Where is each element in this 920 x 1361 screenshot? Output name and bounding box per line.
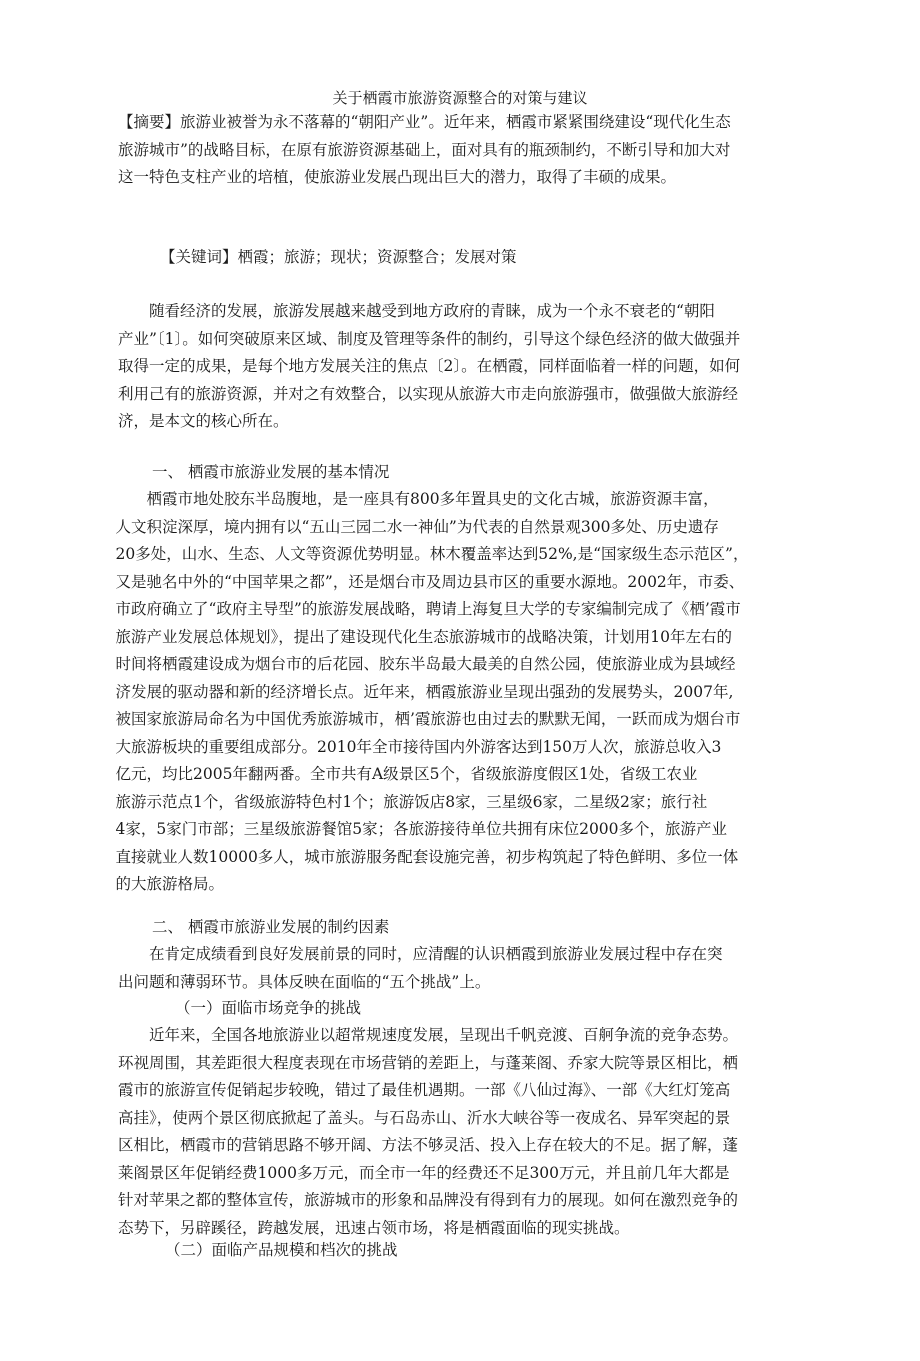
section-1-line: 大旅游板块的重要组成部分。2010年全市接待国内外游客达到150万人次，旅游总收入3 — [100, 737, 722, 756]
section-1-line: 旅游示范点1个，省级旅游特色村1个；旅游饭店8家，三星级6家，二星级2家；旅行社 — [100, 792, 708, 811]
subsection-1-line: 态势下，另辟蹊径，跨越发展，迅速占领市场，将是栖霞面临的现实挑战。 — [118, 1218, 630, 1237]
abstract-line: 旅游城市”的战略目标，在原有旅游资源基础上，面对具有的瓶颈制约，不断引导和加大对 — [118, 140, 731, 159]
section-1-line: 旅游产业发展总体规划》，提出了建设现代化生态旅游城市的战略决策，计划用10年左右的 — [100, 627, 732, 646]
subsection-1-line: 环视周围，其差距很大程度表现在市场营销的差距上，与蓬莱阁、乔家大院等景区相比，栖 — [118, 1053, 739, 1072]
section-heading-text: 二、 栖霞市旅游业发展的制约因素 — [152, 918, 390, 936]
section-1-line: 的大旅游格局。 — [100, 875, 225, 893]
section-1-line: 济发展的驱动器和新的经济增长点。近年来，栖霞旅游业呈现出强劲的发展势头，2007年, — [100, 682, 734, 701]
section-1-line: 市政府确立了“政府主导型”的旅游发展战略，聘请上海复旦大学的专家编制完成了《栖’霞市 — [100, 600, 741, 618]
section-1-line: 栖霞市地处胶东半岛腹地，是一座具有800多年置具史的文化古城，旅游资源丰富， — [100, 490, 719, 508]
subsection-1-line: 近年来，全国各地旅游业以超常规速度发展，呈现出千帆竞渡、百舸争流的竞争态势。 — [118, 1026, 739, 1044]
section-1-line: 又是驰名中外的“中国苹果之都”，还是烟台市及周边县市区的重要水源地。2002年，市委、 — [100, 572, 745, 591]
abstract-line: 【摘要】旅游业被誉为永不落幕的“朝阳产业”。近年来，栖霞市紧紧围绕建设“现代化生态 — [118, 113, 731, 131]
section-1-line: 亿元，均比2005年翻两番。全市共有A级景区5个，省级旅游度假区1处，省级工农业 — [100, 765, 698, 783]
subsection-1-line: 针对苹果之都的整体宣传，旅游城市的形象和品牌没有得到有力的展现。如何在激烈竞争的 — [118, 1191, 739, 1209]
section-1-line: 直接就业人数10000多人，城市旅游服务配套设施完善，初步构筑起了特色鲜明、多位一体 — [100, 847, 739, 866]
abstract-paragraph — [118, 109, 788, 192]
section-1-paragraph — [100, 486, 770, 899]
intro-line: 取得一定的成果，是每个地方发展关注的焦点〔2〕。在栖霞，同样面临着一样的问题，如何 — [118, 357, 741, 375]
subsection-1-line: 莱阁景区年促销经费1000多万元，而全市一年的经费还不足300万元，并且前几年大都是 — [118, 1163, 730, 1182]
keywords-line — [160, 244, 780, 272]
section-2-paragraph — [118, 941, 778, 996]
section-2-heading — [152, 914, 652, 942]
section-1-line: 时间将栖霞建设成为烟台市的后花园、胶东半岛最大最美的自然公园，使旅游业成为县域经 — [100, 655, 736, 673]
subsection-heading-text: （一）面临市场竞争的挑战 — [175, 999, 362, 1017]
subsection-2-heading — [165, 1237, 665, 1265]
subsection-1-line: 霞市的旅游宣传促销起步较晚，错过了最佳机遇期。一部《八仙过海》、一部《大红灯笼高 — [118, 1081, 731, 1099]
intro-line: 产业”〔1〕。如何突破原来区域、制度及管理等条件的制约，引导这个绿色经济的做大做强并 — [118, 329, 741, 348]
keywords-text: 【关键词】栖霞；旅游；现状；资源整合；发展对策 — [160, 248, 517, 266]
section-2-line: 出问题和薄弱环节。具体反映在面临的“五个挑战”上。 — [118, 972, 491, 991]
section-heading-text: 一、 栖霞市旅游业发展的基本情况 — [152, 463, 390, 481]
section-2-line: 在肯定成绩看到良好发展前景的同时，应清醒的认识栖霞到旅游业发展过程中存在突 — [118, 945, 723, 963]
intro-line: 济，是本文的核心所在。 — [118, 412, 289, 430]
intro-line: 利用己有的旅游资源，并对之有效整合，以实现从旅游大市走向旅游强市，做强做大旅游经 — [118, 384, 739, 403]
document-title: 关于栖霞市旅游资源整合的对策与建议 — [332, 89, 588, 107]
section-1-line: 4家，5家门市部；三星级旅游餐馆5家；各旅游接待单位共拥有床位2000多个，旅游产业 — [100, 820, 728, 838]
subsection-heading-text: （二）面临产品规模和档次的挑战 — [165, 1241, 398, 1259]
subsection-1-paragraph — [118, 1022, 778, 1242]
abstract-line: 这一特色支柱产业的培植，使旅游业发展凸现出巨大的潜力，取得了丰硕的成果。 — [118, 168, 677, 186]
subsection-1-heading — [175, 995, 675, 1023]
intro-paragraph — [118, 298, 778, 436]
section-1-line: 20多处，山水、生态、人文等资源优势明显。林木覆盖率达到52%,是“国家级生态示范区”， — [100, 545, 749, 563]
intro-line: 随看经济的发展，旅游发展越来越受到地方政府的青睐，成为一个永不衰老的“朝阳 — [118, 302, 715, 320]
subsection-1-line: 高挂》，使两个景区彻底掀起了盖头。与石岛赤山、沂水大峡谷等一夜成名、异军突起的景 — [118, 1108, 731, 1127]
section-1-line: 人文积淀深厚，境内拥有以“五山三园二水一神仙”为代表的自然景观300多处、历史遗存 — [100, 517, 719, 536]
subsection-1-line: 区相比，栖霞市的营销思路不够开阔、方法不够灵活、投入上存在较大的不足。据了解，蓬 — [118, 1136, 739, 1154]
section-1-line: 被国家旅游局命名为中国优秀旅游城市，栖’霞旅游也由过去的默默无闻，一跃而成为烟台市 — [100, 710, 741, 728]
section-1-heading — [152, 459, 652, 487]
